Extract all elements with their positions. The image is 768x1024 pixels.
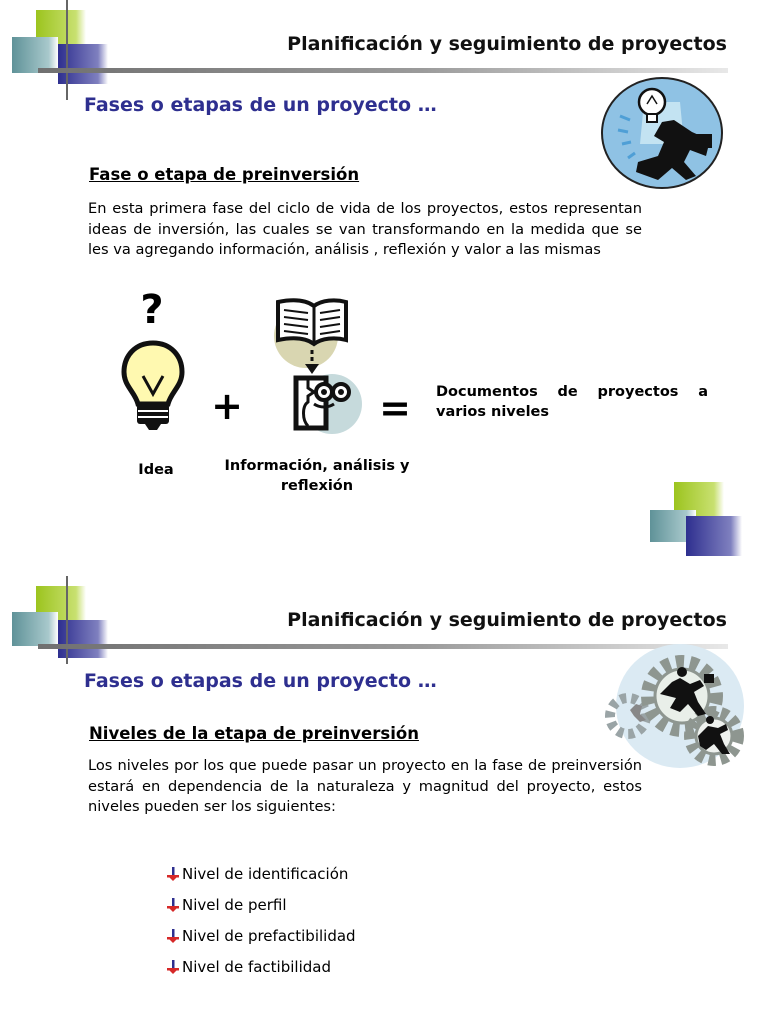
arrow-bullet-icon <box>165 896 181 914</box>
corner-decoration-bottom <box>648 482 758 562</box>
level-label: Nivel de identificación <box>182 864 349 883</box>
list-item <box>165 951 356 982</box>
plus-sign: + <box>211 384 243 428</box>
gears-businessmen-icon <box>610 640 746 770</box>
corner-decoration <box>0 0 110 100</box>
lightbulb-icon <box>121 340 185 432</box>
arrow-bullet-icon <box>165 958 181 976</box>
paragraph: En esta primera fase del ciclo de vida de los proyectos, estos representan ideas de inversión, las cuales se van transformando en la medida que se les va agregando información, análisis , reflexión y valor a las mismas <box>88 200 642 258</box>
list-item <box>165 889 356 920</box>
businessman-lightbulb-icon <box>600 76 724 190</box>
paragraph: Los niveles por los que puede pasar un proyecto en la fase de preinversión estará en dependencia de la naturaleza y magnitud del proyecto, estos niveles pueden ser los siguientes: <box>88 757 642 815</box>
level-label: Nivel de prefactibilidad <box>182 926 356 945</box>
levels-list <box>165 858 356 982</box>
section-title: Fases o etapas de un proyecto … <box>84 94 437 116</box>
header-title: Planificación y seguimiento de proyectos <box>287 609 727 631</box>
slide-2 <box>0 572 768 1024</box>
header-title: Planificación y seguimiento de proyectos <box>287 33 727 55</box>
level-label: Nivel de perfil <box>182 895 287 914</box>
list-item <box>165 858 356 889</box>
section-title: Fases o etapas de un proyecto … <box>84 670 437 692</box>
level-label: Nivel de factibilidad <box>182 957 331 976</box>
list-item <box>165 920 356 951</box>
question-mark: ? <box>140 287 164 333</box>
arrow-bullet-icon <box>165 865 181 883</box>
arrow-bullet-icon <box>165 927 181 945</box>
subheading: Niveles de la etapa de preinversión <box>89 724 419 743</box>
info-label: Información, análisis y reflexión <box>224 458 410 494</box>
header-rule <box>38 68 728 73</box>
book-learning-icon <box>268 296 368 440</box>
corner-decoration <box>0 572 110 664</box>
equals-sign: = <box>379 386 411 430</box>
subheading: Fase o etapa de preinversión <box>89 165 360 184</box>
result-label: Documentos de proyectos a varios niveles <box>436 384 708 420</box>
idea-label: Idea <box>138 462 174 478</box>
